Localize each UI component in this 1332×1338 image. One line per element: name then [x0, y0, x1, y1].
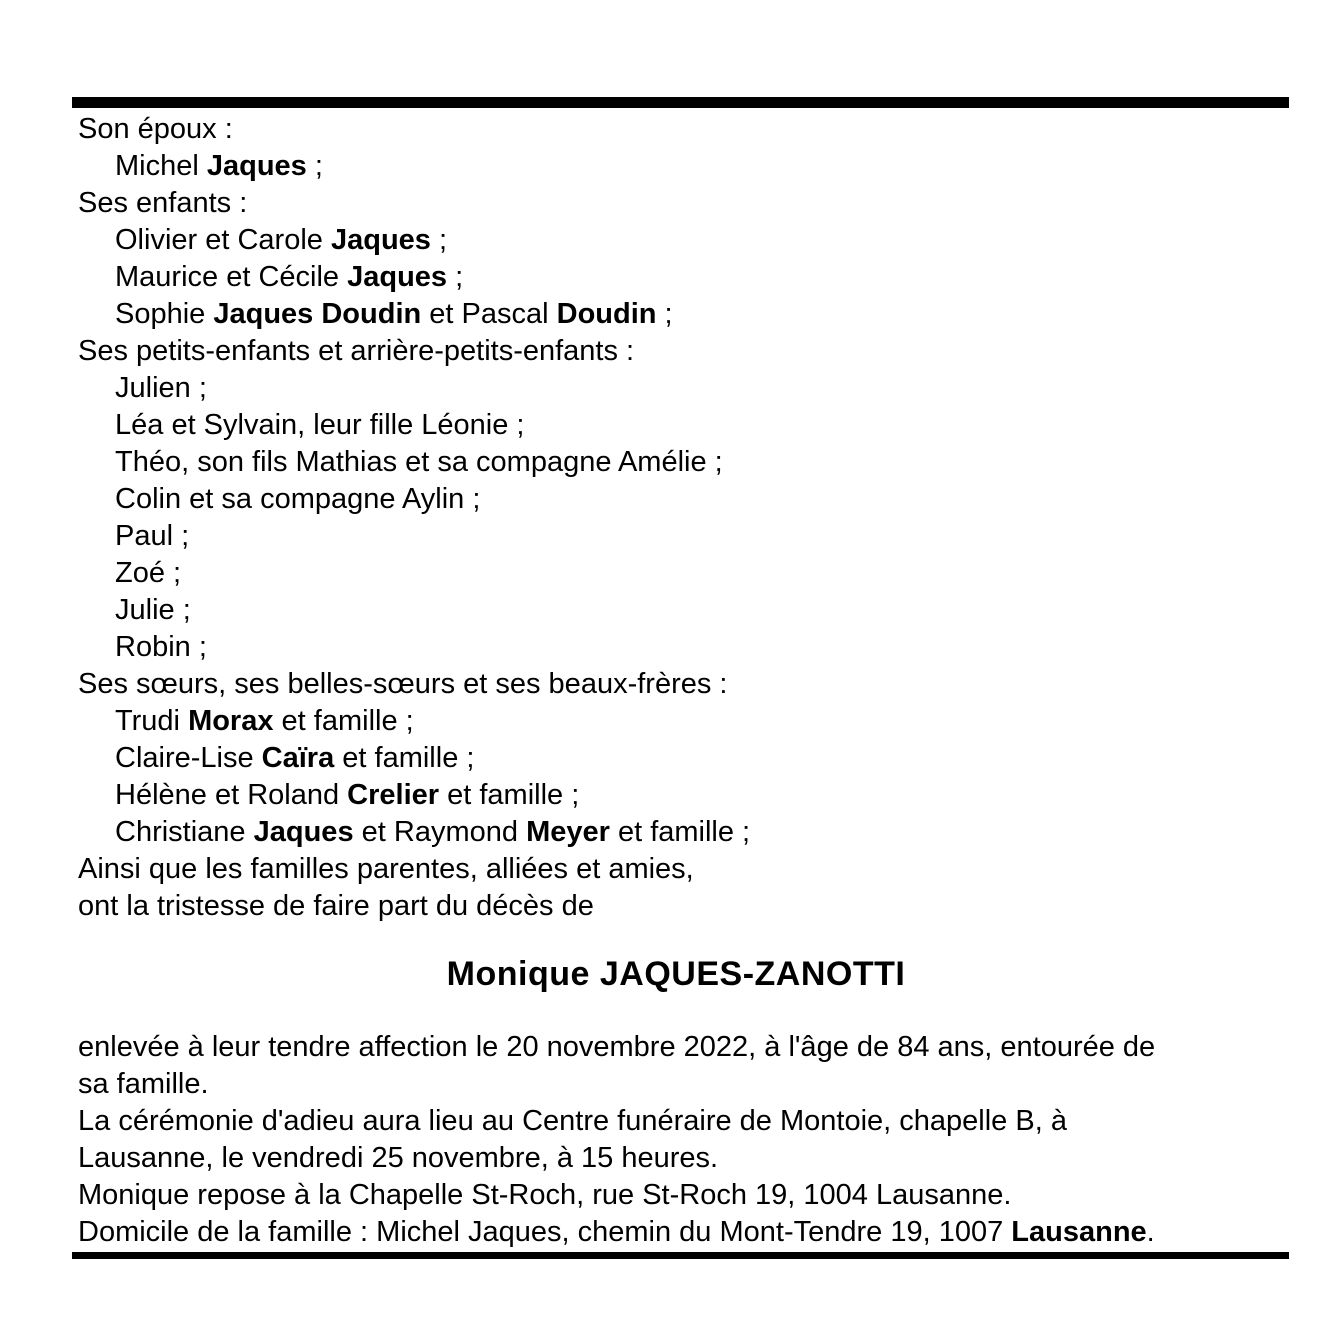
family-line: [78, 777, 1274, 814]
text-run: Ses enfants :: [78, 187, 248, 219]
family-line: [78, 111, 1274, 148]
text-run: Hélène et Roland: [115, 779, 348, 811]
text-run: Paul ;: [115, 520, 190, 552]
family-line: [78, 703, 1274, 740]
text-run: ont la tristesse de faire part du décès de: [78, 890, 594, 922]
text-run: ;: [447, 261, 464, 293]
family-line: [78, 555, 1274, 592]
family-line: [78, 148, 1274, 185]
text-run: et famille ;: [609, 816, 751, 848]
text-run: Ainsi que les familles parentes, alliées et amies,: [78, 853, 694, 885]
text-run: Robin ;: [115, 631, 207, 663]
text-run: Ses sœurs, ses belles-sœurs et ses beaux-frères :: [78, 668, 728, 700]
text-run: Maurice et Cécile: [115, 261, 348, 293]
family-line: [78, 888, 1274, 925]
announcement: [78, 1029, 1274, 1251]
family-line: [78, 814, 1274, 851]
text-run-bold: Doudin: [556, 298, 657, 330]
text-run-bold: Caïra: [261, 742, 335, 774]
text-run: Sophie: [115, 298, 214, 330]
family-line: [78, 259, 1274, 296]
family-line: [78, 592, 1274, 629]
text-run-bold: Crelier: [347, 779, 440, 811]
announcement-line: [78, 1066, 1274, 1103]
text-run: Lausanne, le vendredi 25 novembre, à 15 heures.: [78, 1142, 719, 1174]
text-run: Colin et sa compagne Aylin ;: [115, 483, 481, 515]
text-run-bold: Jaques: [253, 816, 354, 848]
text-run: et famille ;: [273, 705, 414, 737]
text-run-bold: Jaques: [330, 224, 431, 256]
family-line: [78, 518, 1274, 555]
text-run: Julie ;: [115, 594, 191, 626]
announcement-line: [78, 1214, 1274, 1251]
text-run: Olivier et Carole: [115, 224, 331, 256]
family-line: [78, 666, 1274, 703]
text-run: Michel: [115, 150, 207, 182]
family-line: [78, 481, 1274, 518]
family-list: [78, 111, 1274, 925]
text-run-bold: Jaques: [347, 261, 448, 293]
obituary-content: [78, 111, 1274, 1251]
top-rule: [72, 97, 1289, 108]
text-run: Julien ;: [115, 372, 207, 404]
announcement-line: [78, 1029, 1274, 1066]
text-run: et Pascal: [421, 298, 557, 330]
text-run: Ses petits-enfants et arrière-petits-enfants :: [78, 335, 635, 367]
announcement-line: [78, 1103, 1274, 1140]
text-run: Théo, son fils Mathias et sa compagne Amélie ;: [115, 446, 723, 478]
text-run: Domicile de la famille : Michel Jaques, chemin du Mont-Tendre 19, 1007: [78, 1216, 1012, 1248]
text-run-bold: Jaques: [206, 150, 307, 182]
family-line: [78, 629, 1274, 666]
text-run: Léa et Sylvain, leur fille Léonie ;: [115, 409, 525, 441]
family-line: [78, 740, 1274, 777]
text-run-bold: Lausanne: [1011, 1216, 1147, 1248]
text-run: ;: [430, 224, 448, 256]
text-run-bold: Morax: [188, 705, 274, 737]
family-line: [78, 333, 1274, 370]
text-run: Christiane: [115, 816, 254, 848]
family-line: [78, 444, 1274, 481]
text-run: Claire-Lise: [115, 742, 262, 774]
announcement-line: [78, 1177, 1274, 1214]
text-run: .: [1146, 1216, 1155, 1248]
text-run: sa famille.: [78, 1068, 209, 1100]
family-line: [78, 222, 1274, 259]
text-run: et Raymond: [353, 816, 527, 848]
text-run: et famille ;: [334, 742, 475, 774]
text-run: Son époux :: [78, 113, 233, 145]
text-run-bold: Meyer: [526, 816, 610, 848]
text-run: et famille ;: [439, 779, 580, 811]
family-line: [78, 407, 1274, 444]
bottom-rule: [72, 1252, 1289, 1259]
family-line: [78, 370, 1274, 407]
deceased-name: Monique JAQUES-ZANOTTI: [446, 955, 906, 993]
text-run: Zoé ;: [115, 557, 182, 589]
text-run-bold: Jaques Doudin: [213, 298, 422, 330]
announcement-line: [78, 1140, 1274, 1177]
text-run: ;: [656, 298, 673, 330]
text-run: ;: [306, 150, 323, 182]
family-line: [78, 296, 1274, 333]
text-run: Trudi: [115, 705, 189, 737]
text-run: Monique repose à la Chapelle St-Roch, rue St-Roch 19, 1004 Lausanne.: [78, 1179, 1012, 1211]
text-run: enlevée à leur tendre affection le 20 novembre 2022, à l'âge de 84 ans, entourée de: [78, 1031, 1156, 1063]
text-run: La cérémonie d'adieu aura lieu au Centre funéraire de Montoie, chapelle B, à: [78, 1105, 1067, 1137]
family-line: [78, 851, 1274, 888]
family-line: [78, 185, 1274, 222]
